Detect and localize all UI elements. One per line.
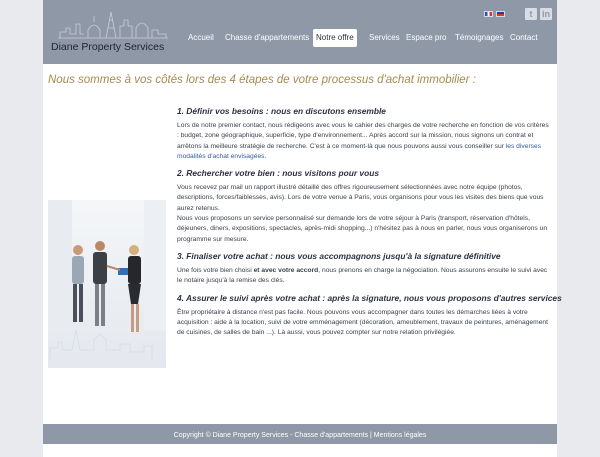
language-switcher bbox=[484, 11, 505, 17]
paris-skyline-logo-icon bbox=[58, 10, 168, 40]
nav-item-chasse-appartements[interactable]: Chasse d'appartements bbox=[225, 33, 310, 42]
page bbox=[43, 0, 562, 457]
step-paragraph-text: Lors de notre premier contact, nous rédigeons avec vous le cahier des charges de votre recherche en fonction de vos critères : budget, zone géographique, superficie, type d'environnement... Après accord sur la mission, nous signons un contrat et arrêtons la meilleure stratégie de recherche. C'est à ce moment-là que nous pouvons aussi vous conseiller sur bbox=[177, 122, 549, 150]
site-footer bbox=[43, 424, 557, 444]
main-content bbox=[43, 64, 562, 424]
footer-text: Copyright © Diane Property Services - Chasse d'appartements | Mentions légales bbox=[173, 432, 427, 439]
twitter-icon[interactable]: t bbox=[525, 8, 537, 20]
step-paragraph-bold: et avec votre accord bbox=[253, 266, 319, 274]
step-paragraph: Nous vous proposons un service personnalisé sur demande lors de votre séjour à Paris (transport, réservation d'hôtels, déjeuners, diners, expositions, spectacles, après-midi shopping...) n'hésitez pas à nous en parler, nous vous organiserons un programme sur mesure. bbox=[177, 215, 548, 243]
site-header bbox=[43, 0, 557, 64]
step-paragraph bbox=[177, 266, 552, 287]
fr-flag-icon[interactable] bbox=[484, 11, 493, 17]
page-lead: Nous sommes à vos côtés lors des 4 étapes de votre processus d'achat immobilier : bbox=[48, 74, 476, 86]
step-paragraph: Vous recevez par mail un rapport illustré détaillé des offres rigoureusement sélectionnées avec notre équipe (photos, descriptions, forces/faiblesses, avis). Lors de votre venue à Paris, vous organisons pour vous les visites des biens que vous aurez retenus. bbox=[177, 184, 544, 212]
nav-item-notre-offre[interactable]: Notre offre bbox=[313, 29, 357, 47]
step-paragraph bbox=[177, 121, 552, 162]
step-title: 4. Assurer le suivi après votre achat : après la signature, nous vous proposons d'autres services bbox=[177, 292, 562, 303]
nav-item-services[interactable]: Services bbox=[369, 33, 400, 42]
nav-item-contact[interactable]: Contact bbox=[510, 33, 538, 42]
step-title: 3. Finaliser votre achat : nous vous accompagnons jusqu'à la signature définitive bbox=[177, 250, 501, 261]
step-title: 1. Définir vos besoins : nous en discutons ensemble bbox=[177, 106, 386, 116]
linkedin-icon[interactable]: in bbox=[542, 9, 550, 19]
step-paragraph-text: Une fois votre bien choisi bbox=[177, 266, 252, 274]
uk-flag-icon[interactable] bbox=[496, 11, 505, 17]
site-name: Diane Property Services bbox=[51, 41, 165, 53]
site-logo[interactable] bbox=[48, 10, 178, 60]
offer-steps bbox=[177, 105, 562, 343]
business-handshake-photo bbox=[48, 200, 166, 368]
nav-item-espace-pro[interactable]: Espace pro bbox=[406, 33, 447, 42]
step-paragraph: Être propriétaire à distance n'est pas facile. Nous pouvons vous accompagner dans toutes les démarches liées à votre acquisition : aide à la location, suivi de votre emménagement (décoration, ameublement, travaux de peintures, aménagement de cuisines, de salles de bain ...). Là aussi, vous pouvez compter sur notre relation privilégiée. bbox=[177, 308, 548, 337]
step-paragraph-text: , nous prenons en charge la négociation. Nous assurons ensuite le suivi avec le notaire jusqu'à la remise des clés. bbox=[177, 266, 548, 285]
nav-item-temoignages[interactable]: Témoignages bbox=[455, 33, 504, 42]
nav-item-accueil[interactable]: Accueil bbox=[188, 33, 214, 42]
step-title: 2. Rechercher votre bien : nous visitons pour vous bbox=[177, 168, 379, 179]
purchase-options-link[interactable]: les diverses modalités d'achat envisagées. bbox=[177, 142, 542, 160]
